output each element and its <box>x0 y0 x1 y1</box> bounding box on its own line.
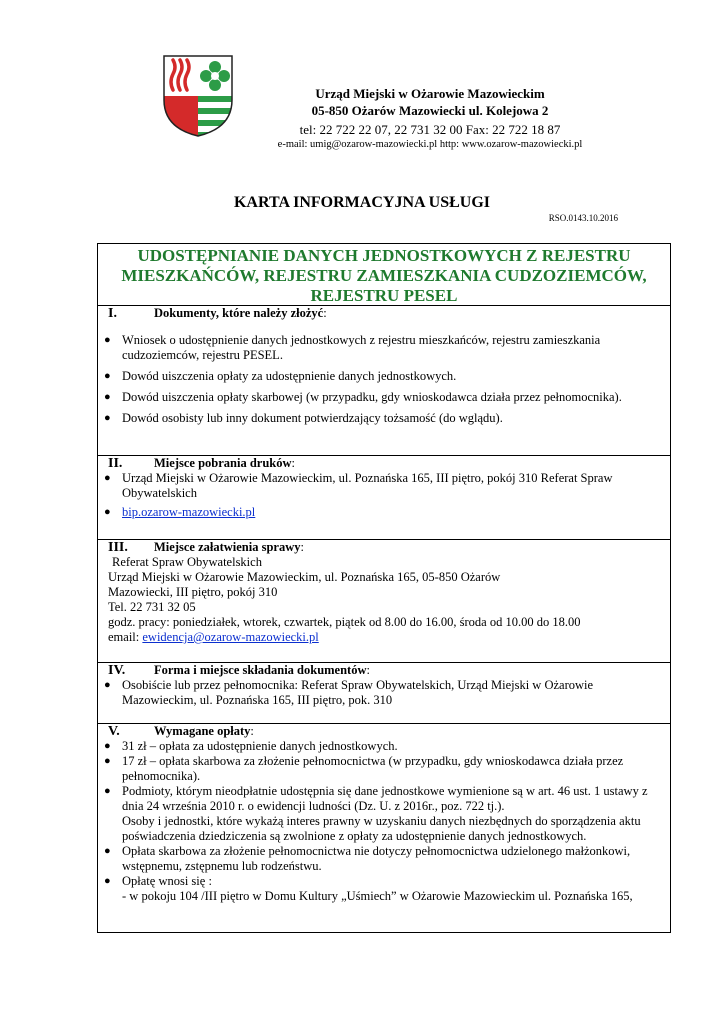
service-card <box>97 243 671 933</box>
municipal-crest-logo <box>162 54 234 138</box>
office-contact: e-mail: umig@ozarow-mazowiecki.pl http: www.ozarow-mazowiecki.pl <box>277 139 583 150</box>
list-item: ● Opłata skarbowa za złożenie pełnomocnictwa nie dotyczy pełnomocnictwa udzielonego małżonkowi, wstępnemu, zstępnemu lub rodzeństwu. <box>104 844 631 873</box>
service-title: UDOSTĘPNIANIE DANYCH JEDNOSTKOWYCH Z REJESTRU MIESZKAŃCÓW, REJESTRU ZAMIESZKANIA CUDZOZIEMCÓW, REJESTRU PESEL <box>121 246 647 305</box>
list-item: ● Dowód osobisty lub inny dokument potwierdzający tożsamość (do wglądu). <box>104 411 503 425</box>
document-title: KARTA INFORMACYJNA USŁUGI <box>233 194 491 211</box>
section-heading: I. Dokumenty, które należy złożyć: <box>108 306 327 321</box>
section-submission <box>98 662 670 723</box>
list-item: ● Podmioty, którym nieodpłatnie udostępnia się dane jednostkowe wymienione są w art. 46 ust. 1 ustawy z dnia 24 września 2010 r. o ewidencji ludności (Dz. U. z 2016r., poz. 722 tj.). Osoby i jednostki, które wykażą interes prawny w uzyskaniu danych niezbędnych do sporządzenia aktu poświadczenia dziedziczenia są zwolnione z opłaty za udostępnienie danych jednostkowych. <box>104 784 648 843</box>
list-item: ● 17 zł – opłata skarbowa za złożenie pełnomocnictwa (w przypadku, gdy wnioskodawca działa przez pełnomocnika). <box>104 754 624 783</box>
section-heading: II. Miejsce pobrania druków: <box>108 456 295 471</box>
section-handling-place <box>98 539 670 662</box>
office-address: 05-850 Ożarów Mazowiecki ul. Kolejowa 2 <box>311 103 549 118</box>
list-item: ● Dowód uiszczenia opłaty skarbowej (w przypadku, gdy wnioskodawca działa przez pełnomocnika). <box>104 390 622 404</box>
section-heading: IV. Forma i miejsce składania dokumentów: <box>108 663 370 678</box>
office-name: Urząd Miejski w Ożarowie Mazowieckim <box>315 86 545 101</box>
list-item: ● 31 zł – opłata za udostępnienie danych jednostkowych. <box>104 739 398 753</box>
list-item: ● Dowód uiszczenia opłaty za udostępnienie danych jednostkowych. <box>104 369 457 383</box>
bip-link[interactable]: bip.ozarow-mazowiecki.pl <box>122 505 256 519</box>
section-documents <box>98 305 670 455</box>
section-forms-location <box>98 455 670 539</box>
office-phones: tel: 22 722 22 07, 22 731 32 00 Fax: 22 722 18 87 <box>299 122 561 137</box>
list-item: ● Urząd Miejski w Ożarowie Mazowieckim, ul. Poznańska 165, III piętro, pokój 310 Referat Spraw Obywatelskich <box>104 471 613 500</box>
section-heading: III. Miejsce załatwienia sprawy: <box>108 540 304 555</box>
email-link[interactable]: ewidencja@ozarow-mazowiecki.pl <box>142 630 319 644</box>
list-item: ● Opłatę wnosi się : - w pokoju 104 /III piętro w Domu Kultury „Uśmiech” w Ożarowie Mazowieckim ul. Poznańska 165, <box>104 874 633 903</box>
list-item: ● Osobiście lub przez pełnomocnika: Referat Spraw Obywatelskich, Urząd Miejski w Ożarowie Mazowieckim, ul. Poznańska 165, III piętro, pok. 310 <box>104 678 594 707</box>
section-fees <box>98 723 670 938</box>
section-heading: V. Wymagane opłaty: <box>108 724 254 739</box>
handling-details: Referat Spraw Obywatelskich Urząd Miejski w Ożarowie Mazowieckim, ul. Poznańska 165, 05-850 Ożarów Mazowiecki, III piętro, pokój 310 Tel. 22 731 32 05 godz. pracy: poniedziałek, wtorek, czwartek, piątek od 8.00 do 16.00, środa od 10.00 do 18.00 email: ewidencja@ozarow-mazowiecki.pl <box>108 555 581 644</box>
list-item: ● Wniosek o udostępnienie danych jednostkowych z rejestru mieszkańców, rejestru zamieszkania cudzoziemców, rejestru PESEL. <box>104 333 601 362</box>
document-reference: RSO.0143.10.2016 <box>548 213 618 223</box>
list-item: ● bip.ozarow-mazowiecki.pl <box>104 505 256 519</box>
